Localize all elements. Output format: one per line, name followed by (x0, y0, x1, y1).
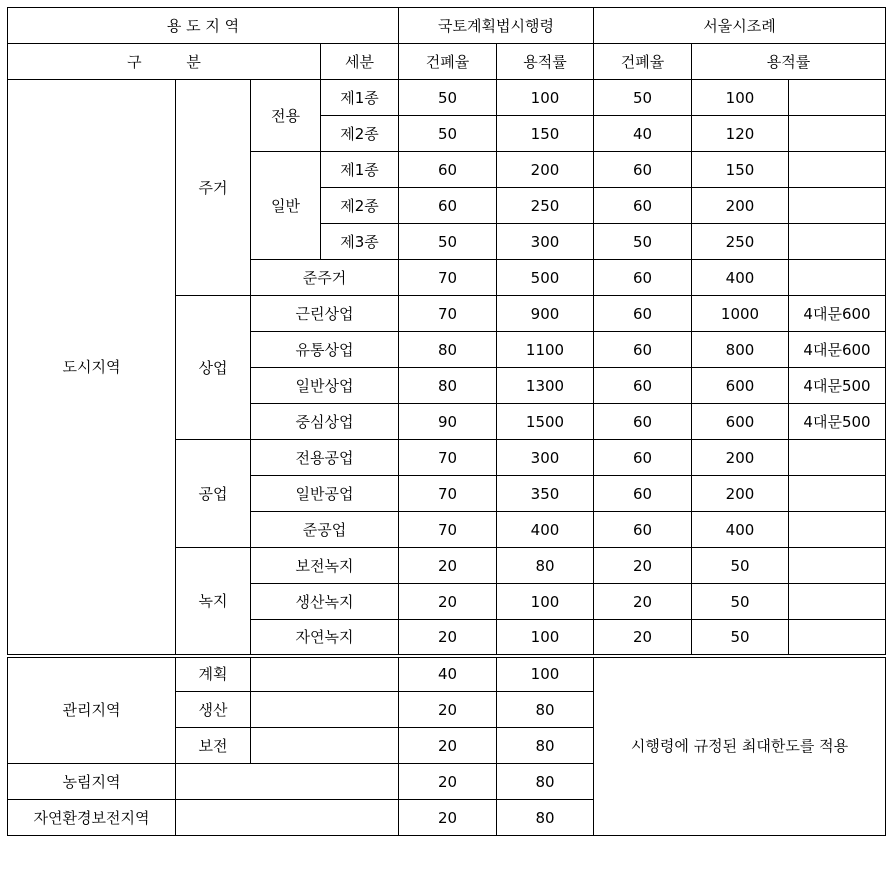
national-bcr-cell: 80 (399, 368, 497, 404)
national-bcr-cell: 80 (399, 332, 497, 368)
industrial-label: 공업 (176, 440, 251, 548)
subdivision-cell: 제1종 (321, 80, 399, 116)
national-far-cell: 200 (497, 152, 594, 188)
national-far-cell: 100 (497, 80, 594, 116)
seoul-far-cell: 150 (692, 152, 789, 188)
note-cell (789, 188, 886, 224)
empty-cell (251, 728, 399, 764)
empty-cell (251, 656, 399, 692)
national-bcr-cell: 70 (399, 296, 497, 332)
green-label: 녹지 (176, 548, 251, 656)
seoul-bcr-cell: 60 (594, 188, 692, 224)
exclusive-label: 전용 (251, 80, 321, 152)
subdivision-cell: 유통상업 (251, 332, 399, 368)
national-far-cell: 100 (497, 656, 594, 692)
national-bcr-cell: 70 (399, 476, 497, 512)
subdivision-cell: 제2종 (321, 188, 399, 224)
residential-label: 주거 (176, 80, 251, 296)
seoul-far-cell: 1000 (692, 296, 789, 332)
subdivision-cell: 제1종 (321, 152, 399, 188)
national-far-cell: 900 (497, 296, 594, 332)
national-far-cell: 80 (497, 548, 594, 584)
empty-cell (176, 764, 399, 800)
national-bcr-cell: 50 (399, 116, 497, 152)
category-header: 구 분 (8, 44, 321, 80)
subdivision-cell: 제2종 (321, 116, 399, 152)
seoul-far-cell: 600 (692, 404, 789, 440)
subdivision-cell: 보전녹지 (251, 548, 399, 584)
subdivision-cell: 준주거 (251, 260, 399, 296)
note-cell (789, 620, 886, 656)
note-cell: 4대문600 (789, 296, 886, 332)
seoul-far-cell: 50 (692, 620, 789, 656)
urban-label: 도시지역 (8, 80, 176, 656)
subdivision-cell: 생산 (176, 692, 251, 728)
note-cell (789, 584, 886, 620)
subdivision-cell: 일반공업 (251, 476, 399, 512)
subdivision-cell: 일반상업 (251, 368, 399, 404)
national-bcr-cell: 50 (399, 224, 497, 260)
seoul-far-cell: 50 (692, 584, 789, 620)
seoul-far-cell: 200 (692, 188, 789, 224)
subdivision-cell: 제3종 (321, 224, 399, 260)
national-bcr-cell: 20 (399, 692, 497, 728)
subdivision-cell: 계획 (176, 656, 251, 692)
zoning-table (7, 7, 886, 836)
seoul-bcr-cell: 20 (594, 548, 692, 584)
seoul-note: 시행령에 규정된 최대한도를 적용 (594, 656, 886, 836)
table-body (8, 8, 886, 836)
seoul-far-cell: 800 (692, 332, 789, 368)
seoul-bcr-cell: 20 (594, 620, 692, 656)
national-bcr-cell: 50 (399, 80, 497, 116)
national-far-cell: 1300 (497, 368, 594, 404)
national-bcr-cell: 20 (399, 728, 497, 764)
seoul-far-cell: 120 (692, 116, 789, 152)
note-cell: 4대문600 (789, 332, 886, 368)
seoul-bcr-cell: 50 (594, 224, 692, 260)
note-cell (789, 80, 886, 116)
empty-cell (176, 800, 399, 836)
subdivision-header: 세분 (321, 44, 399, 80)
seoul-bcr-cell: 60 (594, 332, 692, 368)
national-far-cell: 250 (497, 188, 594, 224)
note-cell (789, 260, 886, 296)
subdivision-cell: 전용공업 (251, 440, 399, 476)
national-far-cell: 350 (497, 476, 594, 512)
subdivision-cell: 보전 (176, 728, 251, 764)
seoul-bcr-cell: 50 (594, 80, 692, 116)
seoul-bcr-cell: 20 (594, 584, 692, 620)
seoul-far-header: 용적률 (692, 44, 886, 80)
table-row (8, 656, 886, 692)
national-far-cell: 80 (497, 800, 594, 836)
national-far-cell: 500 (497, 260, 594, 296)
national-header: 국토계획법시행령 (399, 8, 594, 44)
agri-label: 농림지역 (8, 764, 176, 800)
note-cell: 4대문500 (789, 368, 886, 404)
note-cell (789, 224, 886, 260)
use-zone-header: 용 도 지 역 (8, 8, 399, 44)
seoul-bcr-cell: 40 (594, 116, 692, 152)
national-far-cell: 1100 (497, 332, 594, 368)
seoul-far-cell: 400 (692, 512, 789, 548)
note-cell (789, 512, 886, 548)
national-bcr-cell: 60 (399, 152, 497, 188)
national-bcr-cell: 40 (399, 656, 497, 692)
subdivision-cell: 준공업 (251, 512, 399, 548)
note-cell: 4대문500 (789, 404, 886, 440)
subdivision-cell: 자연녹지 (251, 620, 399, 656)
seoul-bcr-cell: 60 (594, 368, 692, 404)
seoul-far-cell: 50 (692, 548, 789, 584)
note-cell (789, 440, 886, 476)
national-far-cell: 80 (497, 692, 594, 728)
note-cell (789, 476, 886, 512)
subdivision-cell: 생산녹지 (251, 584, 399, 620)
table-row (8, 80, 886, 116)
seoul-bcr-cell: 60 (594, 260, 692, 296)
seoul-header: 서울시조례 (594, 8, 886, 44)
seoul-far-cell: 600 (692, 368, 789, 404)
national-far-cell: 300 (497, 440, 594, 476)
seoul-bcr-cell: 60 (594, 440, 692, 476)
note-cell (789, 548, 886, 584)
national-bcr-cell: 20 (399, 800, 497, 836)
national-far-header: 용적률 (497, 44, 594, 80)
empty-cell (251, 692, 399, 728)
note-cell (789, 152, 886, 188)
national-bcr-cell: 70 (399, 260, 497, 296)
seoul-bcr-cell: 60 (594, 404, 692, 440)
subheader-row (8, 44, 886, 80)
general-label: 일반 (251, 152, 321, 260)
national-bcr-cell: 20 (399, 764, 497, 800)
seoul-far-cell: 200 (692, 440, 789, 476)
national-far-cell: 150 (497, 116, 594, 152)
seoul-bcr-cell: 60 (594, 296, 692, 332)
national-bcr-cell: 60 (399, 188, 497, 224)
national-bcr-cell: 20 (399, 584, 497, 620)
national-far-cell: 300 (497, 224, 594, 260)
seoul-bcr-cell: 60 (594, 476, 692, 512)
subdivision-cell: 중심상업 (251, 404, 399, 440)
national-far-cell: 100 (497, 620, 594, 656)
seoul-far-cell: 100 (692, 80, 789, 116)
national-far-cell: 80 (497, 764, 594, 800)
subdivision-cell: 근린상업 (251, 296, 399, 332)
seoul-bcr-header: 건폐율 (594, 44, 692, 80)
seoul-far-cell: 250 (692, 224, 789, 260)
national-bcr-cell: 70 (399, 440, 497, 476)
national-bcr-cell: 90 (399, 404, 497, 440)
seoul-bcr-cell: 60 (594, 152, 692, 188)
national-far-cell: 80 (497, 728, 594, 764)
note-cell (789, 116, 886, 152)
nature-label: 자연환경보전지역 (8, 800, 176, 836)
national-far-cell: 100 (497, 584, 594, 620)
national-far-cell: 1500 (497, 404, 594, 440)
management-label: 관리지역 (8, 656, 176, 764)
commercial-label: 상업 (176, 296, 251, 440)
seoul-far-cell: 400 (692, 260, 789, 296)
national-bcr-header: 건폐율 (399, 44, 497, 80)
national-bcr-cell: 70 (399, 512, 497, 548)
national-bcr-cell: 20 (399, 620, 497, 656)
header-row (8, 8, 886, 44)
national-far-cell: 400 (497, 512, 594, 548)
seoul-bcr-cell: 60 (594, 512, 692, 548)
seoul-far-cell: 200 (692, 476, 789, 512)
national-bcr-cell: 20 (399, 548, 497, 584)
